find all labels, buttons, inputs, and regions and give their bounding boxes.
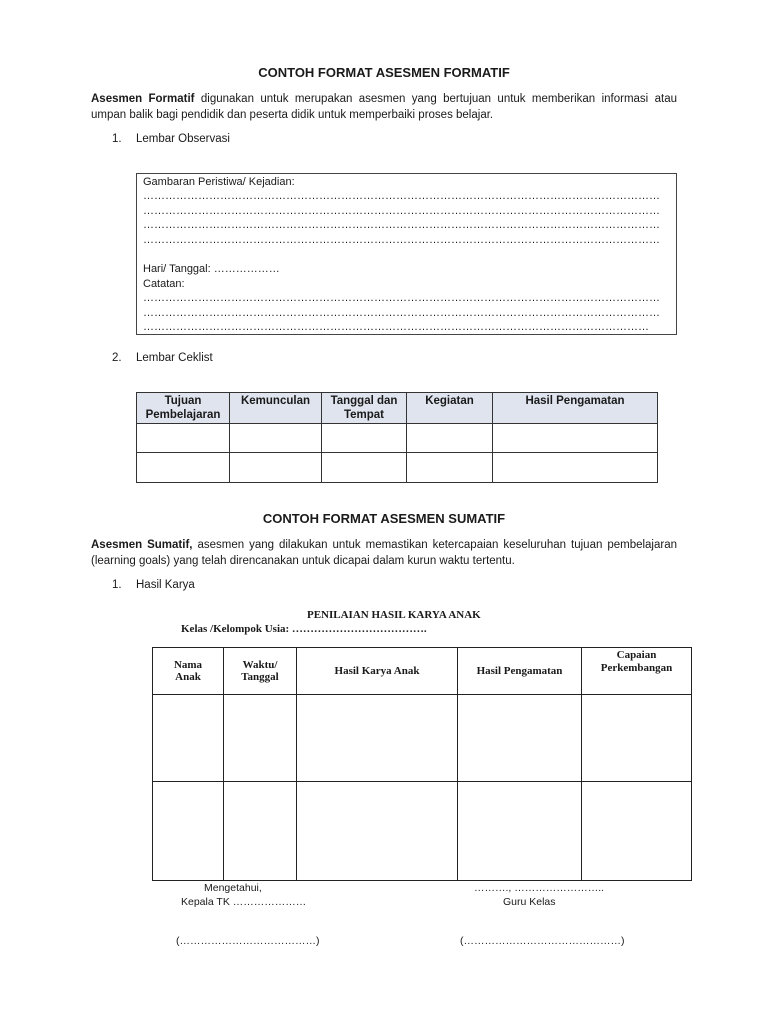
- dotted-line: …………………………………………………………………………………………………………………………: [143, 321, 649, 333]
- dotted-line: ……………………………………………………………………………………………………………………………: [143, 219, 660, 231]
- dotted-line: ……………………………………………………………………………………………………………………………: [143, 234, 660, 246]
- input-cell[interactable]: [407, 453, 493, 483]
- dotted-line: ……………………………………………………………………………………………………………………………: [143, 307, 660, 319]
- input-cell[interactable]: [297, 695, 458, 782]
- signature-line-right: (………………………………………): [460, 935, 625, 947]
- input-cell[interactable]: [297, 782, 458, 881]
- table-row: [137, 453, 658, 483]
- header-hasil-pengamatan: Hasil Pengamatan: [493, 393, 658, 424]
- hasil-karya-table: [152, 647, 692, 881]
- input-cell[interactable]: [322, 453, 407, 483]
- input-cell[interactable]: [153, 782, 224, 881]
- hari-tanggal-label: Hari/ Tanggal: ………………: [143, 263, 280, 275]
- table-row: [153, 695, 692, 782]
- formatif-title: CONTOH FORMAT ASESMEN FORMATIF: [258, 65, 510, 80]
- header-tujuan: Tujuan Pembelajaran: [137, 393, 230, 424]
- input-cell[interactable]: [137, 424, 230, 453]
- list-number: 2.: [112, 352, 122, 364]
- lembar-ceklist-label: Lembar Ceklist: [136, 352, 213, 364]
- list-number: 1.: [112, 133, 122, 145]
- ceklist-table: [136, 392, 658, 483]
- input-cell[interactable]: [224, 695, 297, 782]
- lembar-observasi-label: Lembar Observasi: [136, 133, 230, 145]
- kepala-tk-label: Kepala TK …………………: [181, 896, 307, 908]
- header-hasil-karya: Hasil Karya Anak: [297, 648, 458, 695]
- place-date-label: ………., ……………………..: [474, 882, 605, 894]
- header-waktu-tanggal: Waktu/ Tanggal: [224, 648, 297, 695]
- formatif-intro-bold: Asesmen Formatif: [91, 93, 195, 105]
- guru-kelas-label: Guru Kelas: [503, 896, 556, 908]
- form-title: PENILAIAN HASIL KARYA ANAK: [307, 609, 481, 621]
- input-cell[interactable]: [582, 782, 692, 881]
- input-cell[interactable]: [230, 453, 322, 483]
- input-cell[interactable]: [153, 695, 224, 782]
- input-cell[interactable]: [582, 695, 692, 782]
- header-hasil-pengamatan: Hasil Pengamatan: [458, 648, 582, 695]
- sumatif-title: CONTOH FORMAT ASESMEN SUMATIF: [262, 511, 506, 526]
- sumatif-intro-text: asesmen yang dilakukan untuk memastikan ketercapaian keseluruhan tujuan pembelajaran (learning goals) yang telah direncanakan untuk dicapai dalam kurun waktu tertentu.: [91, 539, 678, 567]
- input-cell[interactable]: [137, 453, 230, 483]
- input-cell[interactable]: [458, 695, 582, 782]
- formatif-intro: [91, 91, 677, 123]
- table-row: [153, 782, 692, 881]
- input-cell[interactable]: [322, 424, 407, 453]
- header-kemunculan: Kemunculan: [230, 393, 322, 424]
- input-cell[interactable]: [493, 424, 658, 453]
- input-cell[interactable]: [493, 453, 658, 483]
- dotted-line: ……………………………………………………………………………………………………………………………: [143, 292, 660, 304]
- hasil-karya-label: Hasil Karya: [136, 579, 195, 591]
- dotted-line: ……………………………………………………………………………………………………………………………: [143, 190, 660, 202]
- catatan-label: Catatan:: [143, 278, 185, 290]
- mengetahui-label: Mengetahui,: [204, 882, 262, 894]
- signature-line-left: (…………………………………): [176, 935, 320, 947]
- header-capaian: Capaian Perkembangan: [582, 648, 692, 695]
- gambaran-label: Gambaran Peristiwa/ Kejadian:: [143, 176, 295, 188]
- table-row: [137, 424, 658, 453]
- list-number: 1.: [112, 579, 122, 591]
- header-kegiatan: Kegiatan: [407, 393, 493, 424]
- header-nama-anak: Nama Anak: [153, 648, 224, 695]
- header-tanggal-tempat: Tanggal dan Tempat: [322, 393, 407, 424]
- sumatif-intro: [91, 537, 677, 569]
- dotted-line: ……………………………………………………………………………………………………………………………: [143, 205, 660, 217]
- input-cell[interactable]: [407, 424, 493, 453]
- input-cell[interactable]: [224, 782, 297, 881]
- sumatif-intro-bold: Asesmen Sumatif,: [91, 539, 193, 551]
- kelas-label: Kelas /Kelompok Usia: ……………………………….: [181, 623, 427, 635]
- input-cell[interactable]: [458, 782, 582, 881]
- input-cell[interactable]: [230, 424, 322, 453]
- formatif-intro-text: digunakan untuk merupakan asesmen yang bertujuan untuk memberikan informasi atau umpan balik bagi pendidik dan peserta didik untuk memperbaiki proses belajar.: [91, 93, 677, 121]
